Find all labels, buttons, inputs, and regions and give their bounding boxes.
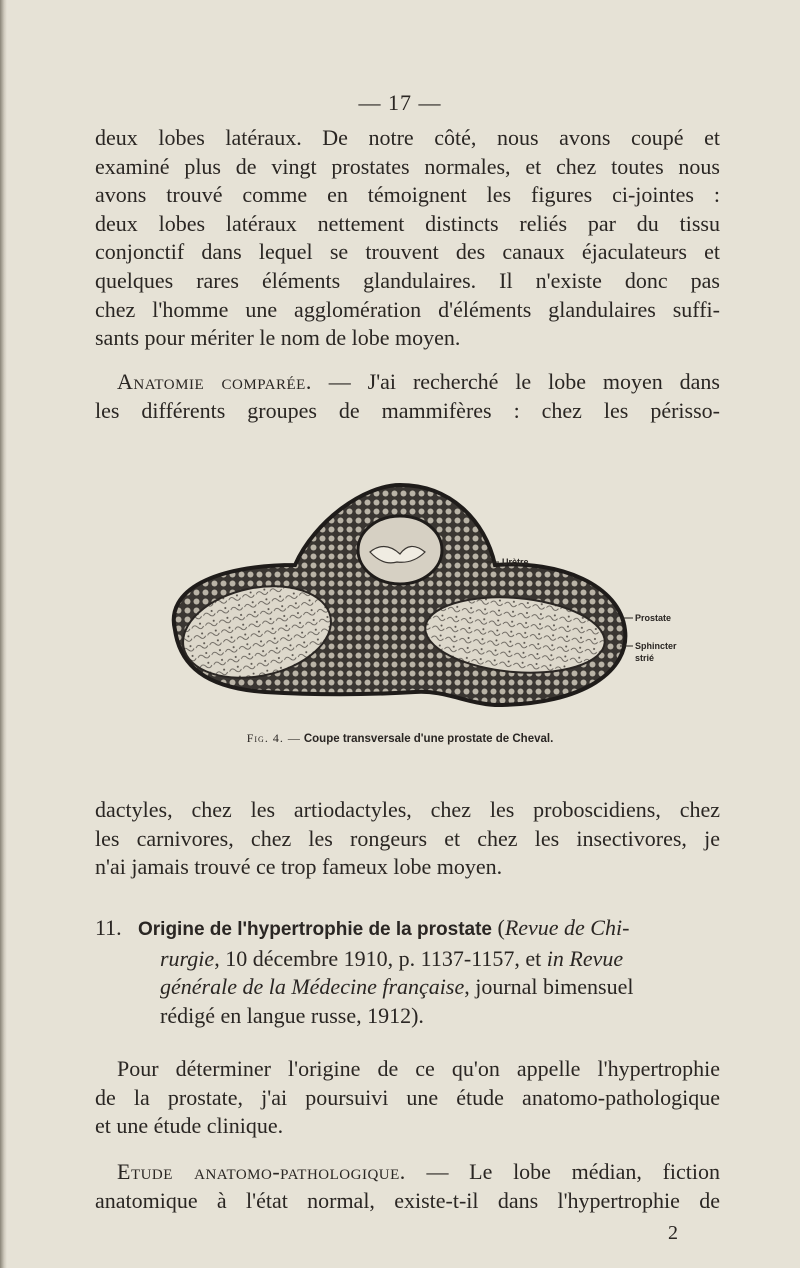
text-line (138, 914, 720, 945)
entry-title: Origine de l'hypertrophie de la prostate (138, 919, 492, 940)
caption-prefix: Fig. 4. — (246, 731, 301, 745)
text-fragment: , journal bimensuel (464, 974, 634, 1000)
section-heading: Etude anatomo-pathologique. (117, 1159, 406, 1184)
text-fragment: — J'ai recherché le lobe moyen dans (311, 369, 720, 394)
section-heading: Anatomie comparée. (117, 369, 312, 394)
text-line: sants pour mériter le nom de lobe moyen. (95, 325, 461, 351)
entry-number: 11. (95, 915, 122, 940)
journal-name: générale de la Médecine française (160, 974, 465, 1000)
entry-body (138, 914, 720, 1030)
label-sphincter: Sphincter (635, 641, 677, 651)
text-line: anatomique à l'état normal, existe-t-il dans l'hypertrophie de (95, 1187, 720, 1213)
paragraph-anatomie-comparee (95, 368, 720, 425)
text-line: examiné plus de vingt prostates normales, et chez toutes nous (95, 153, 720, 179)
text-line: de la prostate, j'ai poursuivi une étude anatomo-pathologique (95, 1084, 720, 1110)
text-line: les différents groupes de mammifères : chez les périsso- (95, 397, 720, 423)
text-fragment: — Le lobe médian, fiction (405, 1159, 720, 1184)
text-line (95, 1158, 720, 1187)
text-fragment: ( (491, 915, 505, 940)
label-strie: strié (635, 653, 655, 663)
text-line: Pour déterminer l'origine de ce qu'on appelle l'hypertrophie (117, 1056, 720, 1081)
text-line: dactyles, chez les artiodactyles, chez les proboscidiens, chez (95, 797, 720, 822)
label-uretre: Urètre (502, 557, 529, 567)
text-line: et une étude clinique. (95, 1113, 284, 1139)
text-line (138, 973, 720, 1002)
text-line: n'ai jamais trouvé ce trop fameux lobe moyen. (95, 854, 503, 880)
figure-prostate-cross-section (165, 480, 710, 710)
page-number-bottom: 2 (668, 1222, 678, 1244)
text-line: quelques rares éléments glandulaires. Il n'existe donc pas (95, 267, 720, 293)
text-line: conjonctif dans lequel se trouvent des canaux éjaculateurs et (95, 239, 720, 265)
text-line: chez l'homme une agglomération d'éléments glandulaires suffi- (95, 296, 720, 322)
text-line: avons trouvé comme en témoignent les figures ci-jointes : (95, 182, 720, 208)
journal-name: in Revue (546, 945, 624, 971)
paragraph-etude-anatomo-pathologique (95, 1158, 720, 1215)
paragraph-mammiferes (95, 796, 720, 882)
prostate-illustration (165, 480, 710, 710)
caption-text: Coupe transversale d'une prostate de Cheval. (303, 733, 554, 745)
journal-name: rurgie (160, 945, 215, 971)
page-edge (0, 0, 7, 1268)
text-fragment: , 10 décembre 1910, p. 1137-1157, et (214, 945, 547, 971)
journal-name: Revue de Chi- (504, 915, 630, 940)
text-line: les carnivores, chez les rongeurs et chez les insectivores, je (95, 825, 720, 851)
text-line: deux lobes latéraux nettement distincts reliés par du tissu (95, 210, 720, 236)
text-line (138, 945, 720, 974)
paragraph-lateral-lobes (95, 124, 720, 353)
paragraph-origine (95, 1055, 720, 1141)
text-line (95, 368, 720, 397)
figure-caption (0, 731, 800, 746)
text-line: rédigé en langue russe, 1912). (160, 1002, 424, 1028)
text-line: deux lobes latéraux. De notre côté, nous avons coupé et (95, 125, 720, 150)
label-prostate: Prostate (635, 613, 672, 623)
page-number-top: — 17 — (358, 90, 442, 115)
